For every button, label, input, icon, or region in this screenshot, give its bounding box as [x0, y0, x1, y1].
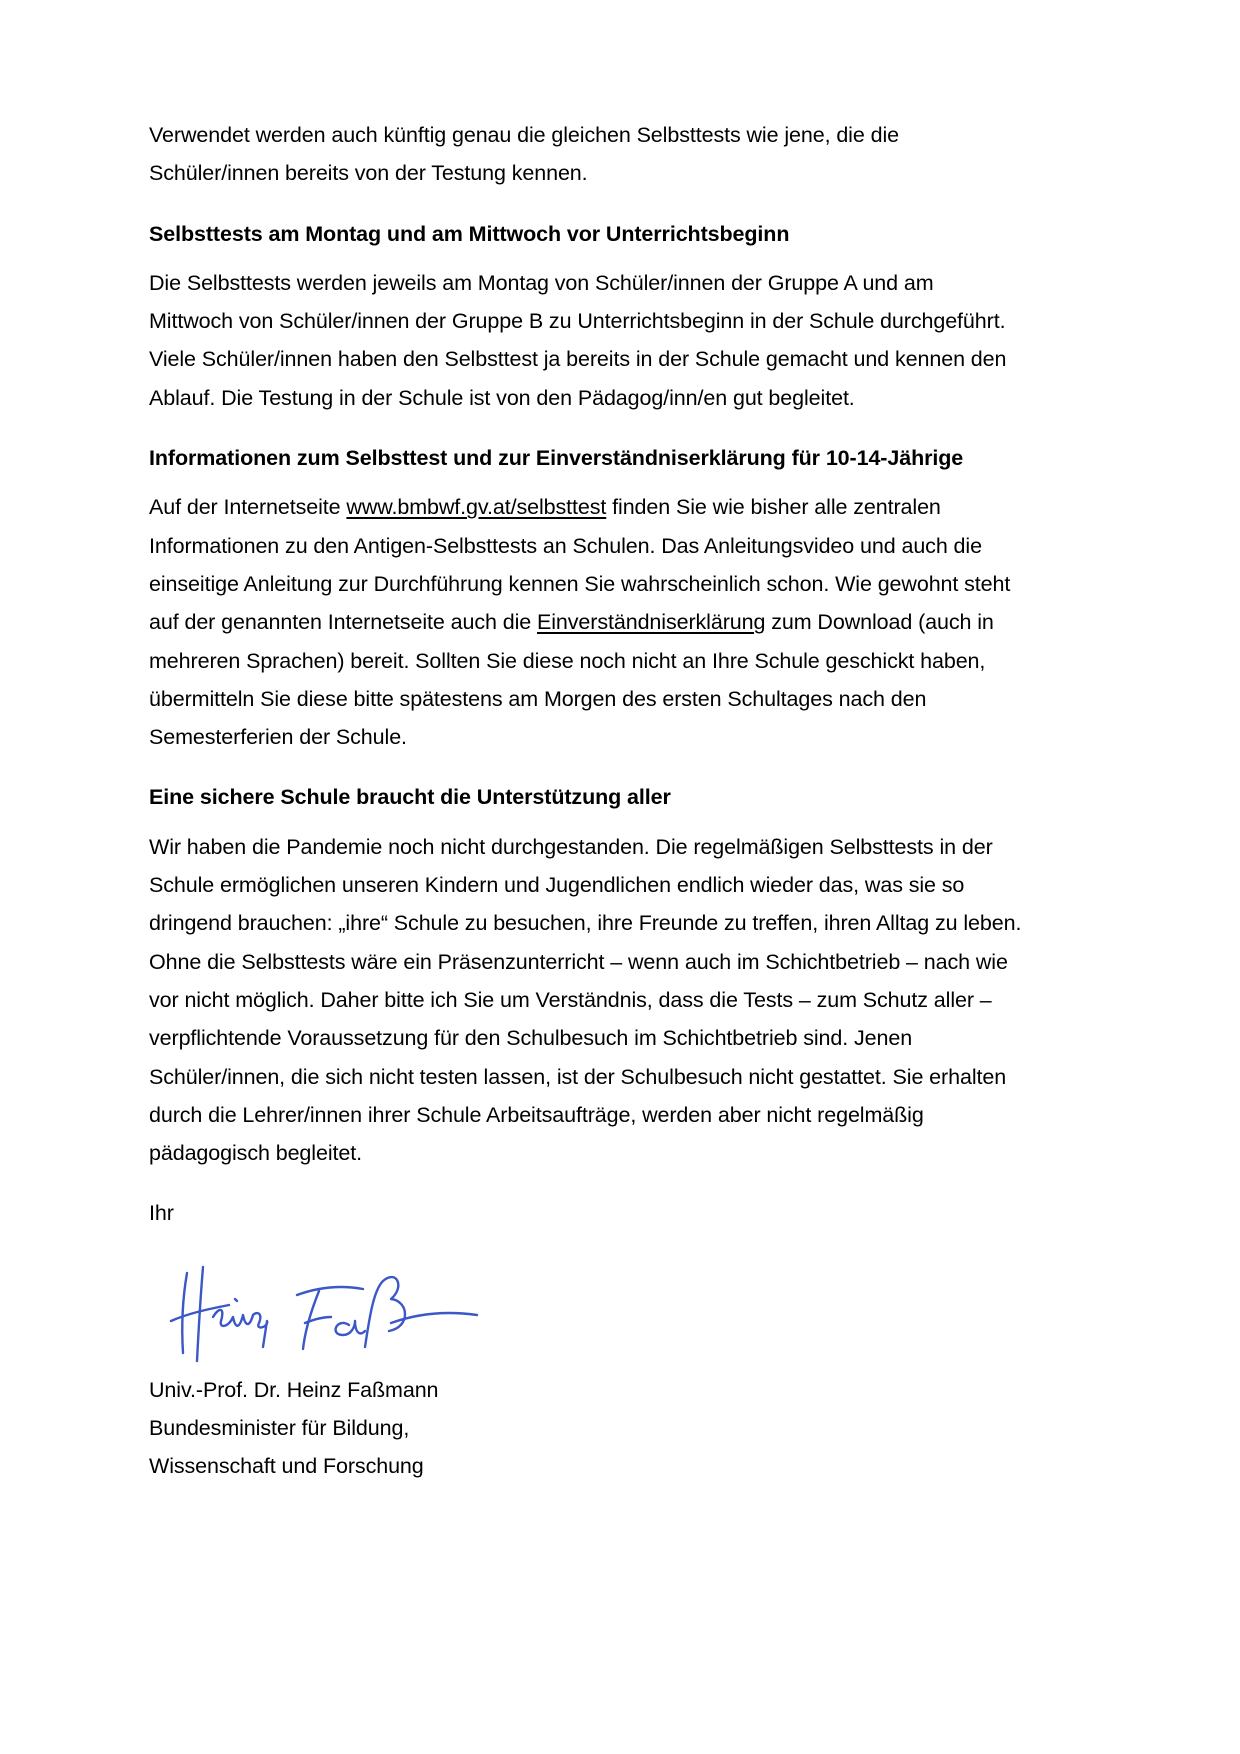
selbsttest-website-link[interactable]: www.bmbwf.gv.at/selbsttest — [346, 495, 607, 520]
intro-paragraph — [149, 116, 1109, 193]
closing-block — [149, 1194, 1109, 1485]
text-line: Viele Schüler/innen haben den Selbsttest ja bereits in der Schule gemacht und kennen den — [149, 347, 1007, 372]
text-line: Schule ermöglichen unseren Kindern und Jugendlichen endlich wieder das, was sie so — [149, 873, 965, 898]
signer-name: Univ.-Prof. Dr. Heinz Faßmann — [149, 1377, 439, 1402]
text-line — [149, 603, 1109, 641]
text-fragment: finden Sie wie bisher alle zentralen — [606, 495, 941, 520]
text-line: Die Selbsttests werden jeweils am Montag von Schüler/innen der Gruppe A und am — [149, 270, 934, 295]
text-fragment: Auf der Internetseite — [149, 495, 347, 520]
text-line — [149, 488, 1109, 526]
text-line: dringend brauchen: „ihre“ Schule zu besuchen, ihre Freunde zu treffen, ihren Alltag zu leben. — [149, 911, 1022, 936]
text-line: Verwendet werden auch künftig genau die gleichen Selbsttests wie jene, die die — [149, 123, 899, 147]
text-line: durch die Lehrer/innen ihrer Schule Arbeitsaufträge, werden aber nicht regelmäßig — [149, 1102, 924, 1127]
text-line: Ablauf. Die Testung in der Schule ist von den Pädagog/inn/en gut begleitet. — [149, 385, 855, 410]
text-line: Ohne die Selbsttests wäre ein Präsenzunterricht – wenn auch im Schichtbetrieb – nach wie — [149, 949, 1008, 974]
handwritten-signature — [159, 1251, 479, 1371]
section-heading: Eine sichere Schule braucht die Unterstützung aller — [149, 785, 671, 810]
section-heading: Informationen zum Selbsttest und zur Einverständniserklärung für 10-14-Jährige — [149, 446, 964, 471]
section-sichere-schule — [149, 778, 1109, 1172]
text-fragment: zum Download (auch in — [765, 610, 994, 635]
text-line: pädagogisch begleitet. — [149, 1141, 362, 1166]
text-line: Informationen zu den Antigen-Selbsttests an Schulen. Das Anleitungsvideo und auch die — [149, 533, 982, 558]
text-line: übermitteln Sie diese bitte spätestens am Morgen des ersten Schultages nach den — [149, 686, 927, 711]
salutation: Ihr — [149, 1201, 174, 1226]
signer-title: Wissenschaft und Forschung — [149, 1454, 424, 1479]
text-line: mehreren Sprachen) bereit. Sollten Sie diese noch nicht an Ihre Schule geschickt haben, — [149, 648, 986, 673]
text-line: Semesterferien der Schule. — [149, 725, 407, 750]
text-line: Wir haben die Pandemie noch nicht durchgestanden. Die regelmäßigen Selbsttests in der — [149, 834, 993, 859]
document-page — [149, 116, 1109, 1486]
section-heading: Selbsttests am Montag und am Mittwoch vor Unterrichtsbeginn — [149, 221, 790, 246]
text-line: Mittwoch von Schüler/innen der Gruppe B zu Unterrichtsbeginn in der Schule durchgeführt. — [149, 309, 1006, 334]
text-line: vor nicht möglich. Daher bitte ich Sie um Verständnis, dass die Tests – zum Schutz aller – — [149, 987, 992, 1012]
text-line: verpflichtende Voraussetzung für den Schulbesuch im Schichtbetrieb sind. Jenen — [149, 1026, 913, 1051]
section-selbsttests-termine — [149, 215, 1109, 417]
text-line: einseitige Anleitung zur Durchführung kennen Sie wahrscheinlich schon. Wie gewohnt steht — [149, 571, 1011, 596]
text-fragment: auf der genannten Internetseite auch die — [149, 610, 537, 635]
text-line: Schüler/innen, die sich nicht testen lassen, ist der Schulbesuch nicht gestattet. Sie erhalten — [149, 1064, 1007, 1089]
einverstaendniserklaerung-link[interactable]: Einverständniserklärung — [536, 610, 766, 635]
text-line: Schüler/innen bereits von der Testung kennen. — [149, 161, 588, 186]
section-informationen — [149, 439, 1109, 756]
signer-title: Bundesminister für Bildung, — [149, 1416, 410, 1441]
